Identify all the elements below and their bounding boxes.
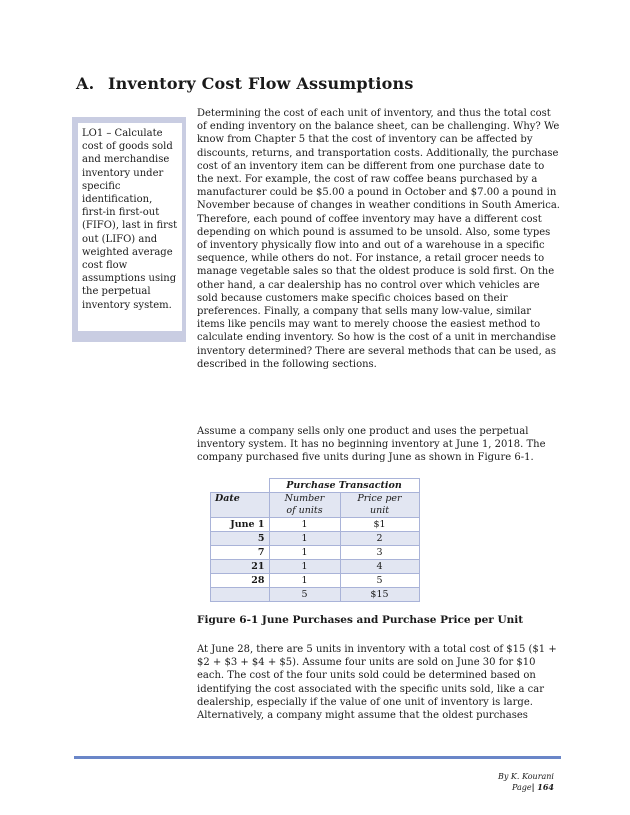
section-heading bbox=[76, 74, 414, 93]
footer-page bbox=[498, 782, 554, 793]
row-date: 7 bbox=[211, 546, 270, 560]
row-units: 1 bbox=[269, 532, 340, 546]
header-price-line1: Price per bbox=[357, 493, 402, 504]
row-units: 1 bbox=[269, 518, 340, 532]
section-number: A. bbox=[76, 74, 95, 93]
row-price: 4 bbox=[340, 560, 419, 574]
table-row bbox=[211, 518, 420, 532]
row-units: 1 bbox=[269, 546, 340, 560]
header-date: Date bbox=[211, 493, 270, 518]
row-units: 1 bbox=[269, 574, 340, 588]
total-price: $15 bbox=[340, 588, 419, 602]
footer-page-label: Page bbox=[511, 783, 532, 792]
row-price: $1 bbox=[340, 518, 419, 532]
row-date: June 1 bbox=[211, 518, 270, 532]
table-corner bbox=[211, 479, 270, 493]
learning-objective-text: LO1 – Calculate cost of goods sold and merchandise inventory under specific identification, first-in first-out (FIFO), last in first out (LIFO) and weighted average cost flow assumptions using the perpetual inventory system. bbox=[78, 123, 182, 331]
header-price bbox=[340, 493, 419, 518]
row-units: 1 bbox=[269, 560, 340, 574]
section-title: Inventory Cost Flow Assumptions bbox=[108, 74, 414, 93]
row-date: 28 bbox=[211, 574, 270, 588]
row-price: 3 bbox=[340, 546, 419, 560]
table-total-row bbox=[211, 588, 420, 602]
total-units: 5 bbox=[269, 588, 340, 602]
total-label-cell bbox=[211, 588, 270, 602]
footer-divider bbox=[74, 756, 561, 759]
header-units bbox=[269, 493, 340, 518]
header-units-line1: Number bbox=[284, 493, 325, 504]
table-group-header: Purchase Transaction bbox=[269, 479, 419, 493]
header-price-line2: unit bbox=[369, 505, 390, 516]
footer-page-number: | 164 bbox=[531, 782, 554, 792]
table-row bbox=[211, 574, 420, 588]
learning-objective-box bbox=[72, 117, 186, 342]
purchase-table bbox=[210, 478, 420, 602]
header-units-line2: of units bbox=[286, 505, 323, 516]
footer-author: By K. Kourani bbox=[497, 772, 554, 781]
table-row bbox=[211, 560, 420, 574]
page-footer bbox=[498, 771, 554, 793]
table-row bbox=[211, 546, 420, 560]
row-date: 21 bbox=[211, 560, 270, 574]
paragraph-assumption: Assume a company sells only one product and uses the perpetual inventory system. It has no beginning inventory at June 1, 2018. The company purchased five units during June as shown in Figure 6-1. bbox=[197, 426, 546, 464]
paragraph-intro: Determining the cost of each unit of inventory, and thus the total cost of ending inventory on the balance sheet, can be challenging. Why? We know from Chapter 5 that the cost of inventory can be affected by discounts, returns, and transportation costs. Additionally, the purchase cost of an inventory item can be different from one purchase date to the next. For example, the cost of raw coffee beans purchased by a manufacturer could be $5.00 a pound in October and $7.00 a pound in November because of changes in weather conditions in South America. Therefore, each pound of coffee inventory may have a different cost depending on which pound is assumed to be unsold. Also, some types of inventory physically flow into and out of a warehouse in a specific sequence, while others do not. For instance, a retail grocer needs to manage vegetable sales so that the oldest produce is sold first. On the other hand, a car dealership has no control over which vehicles are sold because customers make specific choices based on their preferences. Finally, a company that sells many low-value, similar items like pencils may want to merely choose the easiest method to calculate ending inventory. So how is the cost of a unit in merchandise inventory determined? There are several methods that can be used, as described in the following sections. bbox=[197, 108, 560, 370]
figure-caption: Figure 6-1 June Purchases and Purchase Price per Unit bbox=[197, 614, 524, 626]
row-price: 5 bbox=[340, 574, 419, 588]
paragraph-june28: At June 28, there are 5 units in inventory with a total cost of $15 ($1 + $2 + $3 + $4 + $5). Assume four units are sold on June 30 for $10 each. The cost of the four units sold could be determined based on identifying the cost associated with the specific units sold, like a car dealership, especially if the value of one unit of inventory is large. Alternatively, a company might assume that the oldest purchases bbox=[197, 644, 557, 722]
row-price: 2 bbox=[340, 532, 419, 546]
table-row bbox=[211, 532, 420, 546]
row-date: 5 bbox=[211, 532, 270, 546]
